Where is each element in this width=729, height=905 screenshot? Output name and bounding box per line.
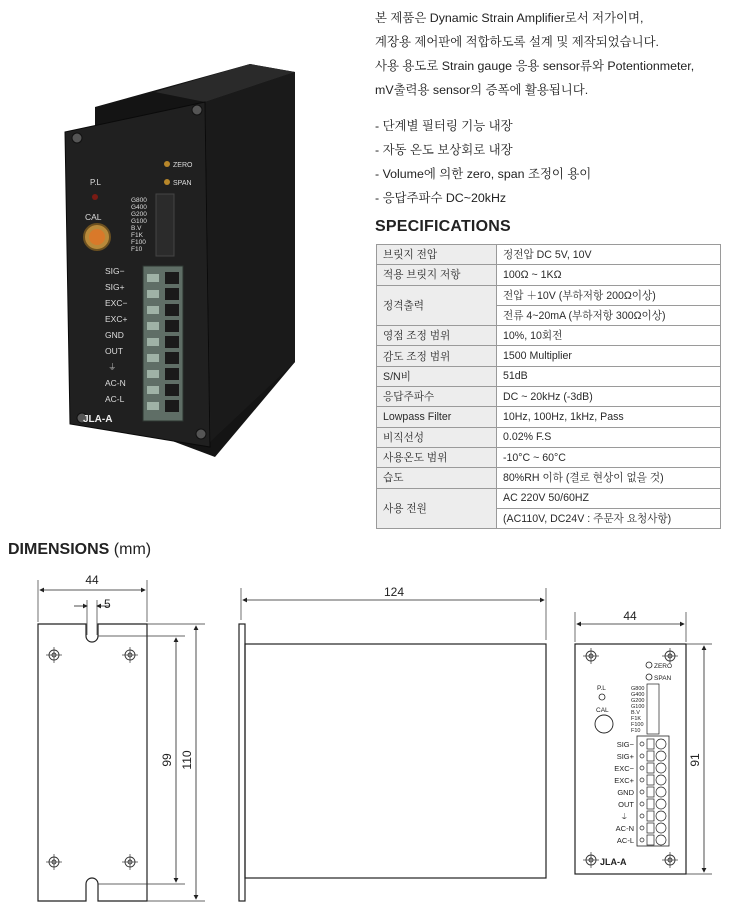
span-label: SPAN	[173, 180, 192, 187]
front-span-label: SPAN	[654, 675, 672, 682]
svg-text:OUT: OUT	[618, 800, 634, 809]
spec-value: -10°C ~ 60°C	[497, 447, 721, 467]
spec-value: AC 220V 50/60HZ	[497, 488, 721, 508]
front-pl-label: P.L	[597, 685, 606, 692]
specifications-title: SPECIFICATIONS	[375, 218, 511, 235]
spec-key: 응답주파수	[377, 387, 497, 407]
svg-text:G200: G200	[631, 698, 645, 704]
svg-text:AC-L: AC-L	[105, 394, 125, 404]
svg-text:SIG−: SIG−	[105, 266, 125, 276]
svg-text:AC-L: AC-L	[616, 836, 634, 845]
cal-button	[89, 229, 105, 245]
spec-value: 10%, 10회전	[497, 326, 721, 346]
spec-value: 1500 Multiplier	[497, 346, 721, 366]
spec-key: 감도 조정 범위	[377, 346, 497, 366]
height-dimension-label: 110	[180, 750, 194, 770]
svg-text:B.V: B.V	[631, 710, 640, 716]
svg-text:F1K: F1K	[131, 232, 143, 239]
table-row	[377, 447, 721, 467]
table-row	[377, 285, 721, 305]
front-terminal-labels	[614, 740, 634, 845]
feature-item: - 응답주파수 DC~20kHz	[375, 191, 507, 205]
svg-text:EXC+: EXC+	[105, 314, 128, 324]
svg-text:G400: G400	[631, 692, 645, 698]
spec-key: 비직선성	[377, 427, 497, 447]
spec-value: 100Ω ~ 1KΩ	[497, 265, 721, 285]
intro-line: mV출력용 sensor의 증폭에 활용됩니다.	[375, 83, 589, 97]
table-row	[377, 265, 721, 285]
svg-text:GND: GND	[105, 330, 124, 340]
spec-key: S/N비	[377, 366, 497, 386]
front-view-drawing	[575, 609, 712, 874]
svg-text:SIG+: SIG+	[616, 752, 634, 761]
spec-key: 습도	[377, 468, 497, 488]
side-view-drawing	[239, 585, 546, 901]
front-height-label: 91	[688, 753, 702, 767]
table-row	[377, 366, 721, 386]
svg-text:OUT: OUT	[105, 346, 123, 356]
dimensions-heading: DIMENSIONS	[8, 541, 110, 558]
table-row	[377, 346, 721, 366]
svg-text:F10: F10	[631, 728, 641, 734]
spec-value: 51dB	[497, 366, 721, 386]
front-gain-labels	[631, 686, 644, 734]
intro-line: 계장용 제어판에 적합하도록 설계 및 제작되었습니다.	[375, 35, 659, 49]
front-model-label: JLA-A	[600, 857, 627, 867]
svg-text:G400: G400	[131, 204, 147, 211]
spec-key: 사용온도 범위	[377, 447, 497, 467]
spec-key: 정격출력	[377, 285, 497, 326]
table-row	[377, 427, 721, 447]
svg-text:EXC−: EXC−	[105, 298, 128, 308]
svg-text:F100: F100	[631, 722, 644, 728]
zero-label: ZERO	[173, 162, 193, 169]
feature-list	[375, 114, 725, 210]
svg-text:⏚: ⏚	[108, 362, 117, 372]
svg-text:G100: G100	[131, 218, 147, 225]
product-photo	[55, 62, 355, 462]
spec-key: 영점 조정 범위	[377, 326, 497, 346]
svg-text:AC-N: AC-N	[615, 824, 634, 833]
spec-key: 적용 브릿지 저항	[377, 265, 497, 285]
feature-item: - 단계별 필터링 기능 내장	[375, 119, 513, 133]
svg-text:EXC+: EXC+	[614, 776, 634, 785]
intro-line: 사용 용도로 Strain gauge 응용 sensor류와 Potentionmeter,	[375, 59, 695, 73]
depth-dimension-label: 124	[383, 585, 405, 599]
svg-text:SIG+: SIG+	[105, 282, 125, 292]
svg-text:G800: G800	[631, 686, 645, 692]
cal-label: CAL	[85, 212, 102, 222]
table-row	[377, 387, 721, 407]
spec-value: DC ~ 20kHz (-3dB)	[497, 387, 721, 407]
spec-key: 사용 전원	[377, 488, 497, 529]
dimensions-title	[8, 541, 151, 559]
dimensions-unit: (mm)	[113, 541, 152, 558]
spec-value: 전압 ＋10V (부하저항 200Ω이상)	[497, 285, 721, 305]
table-row	[377, 488, 721, 508]
spec-value: 전류 4~20mA (부하저항 300Ω이상)	[497, 305, 721, 325]
svg-text:G800: G800	[131, 197, 147, 204]
svg-text:F10: F10	[131, 246, 143, 253]
pl-label: P.L	[90, 178, 101, 187]
spec-value: 10Hz, 100Hz, 1kHz, Pass	[497, 407, 721, 427]
table-row	[377, 407, 721, 427]
table-row	[377, 245, 721, 265]
svg-text:F1K: F1K	[631, 716, 642, 722]
specifications-table	[376, 244, 721, 529]
dimension-drawings	[0, 560, 729, 905]
hole-pitch-label: 99	[160, 753, 174, 767]
back-plate-drawing	[38, 573, 205, 901]
intro-text	[375, 6, 725, 102]
spec-value: (AC110V, DC24V : 주문자 요청사항)	[497, 508, 721, 528]
spec-key: Lowpass Filter	[377, 407, 497, 427]
table-row	[377, 468, 721, 488]
feature-item: - 자동 온도 보상회로 내장	[375, 143, 513, 157]
svg-text:SIG−: SIG−	[616, 740, 634, 749]
svg-text:G200: G200	[131, 211, 147, 218]
svg-text:AC-N: AC-N	[105, 378, 126, 388]
svg-text:⏚: ⏚	[620, 812, 628, 821]
slot-dimension-label: 5	[104, 597, 111, 611]
spec-value: 0.02% F.S	[497, 427, 721, 447]
spec-value: 정전압 DC 5V, 10V	[497, 245, 721, 265]
width-dimension-label: 44	[85, 573, 99, 587]
svg-text:F100: F100	[131, 239, 146, 246]
spec-value: 80%RH 이하 (결로 현상이 없을 것)	[497, 468, 721, 488]
front-zero-label: ZERO	[654, 663, 673, 670]
spec-key: 브릿지 전압	[377, 245, 497, 265]
feature-item: - Volume에 의한 zero, span 조정이 용이	[375, 167, 592, 181]
model-label: JLA-A	[83, 414, 113, 425]
intro-line: 본 제품은 Dynamic Strain Amplifier로서 저가이며,	[375, 11, 644, 25]
svg-text:B.V: B.V	[131, 225, 142, 232]
svg-text:EXC−: EXC−	[614, 764, 634, 773]
svg-text:GND: GND	[617, 788, 634, 797]
front-cal-label: CAL	[596, 707, 609, 714]
front-width-label: 44	[623, 609, 637, 623]
svg-text:G100: G100	[631, 704, 645, 710]
table-row	[377, 326, 721, 346]
